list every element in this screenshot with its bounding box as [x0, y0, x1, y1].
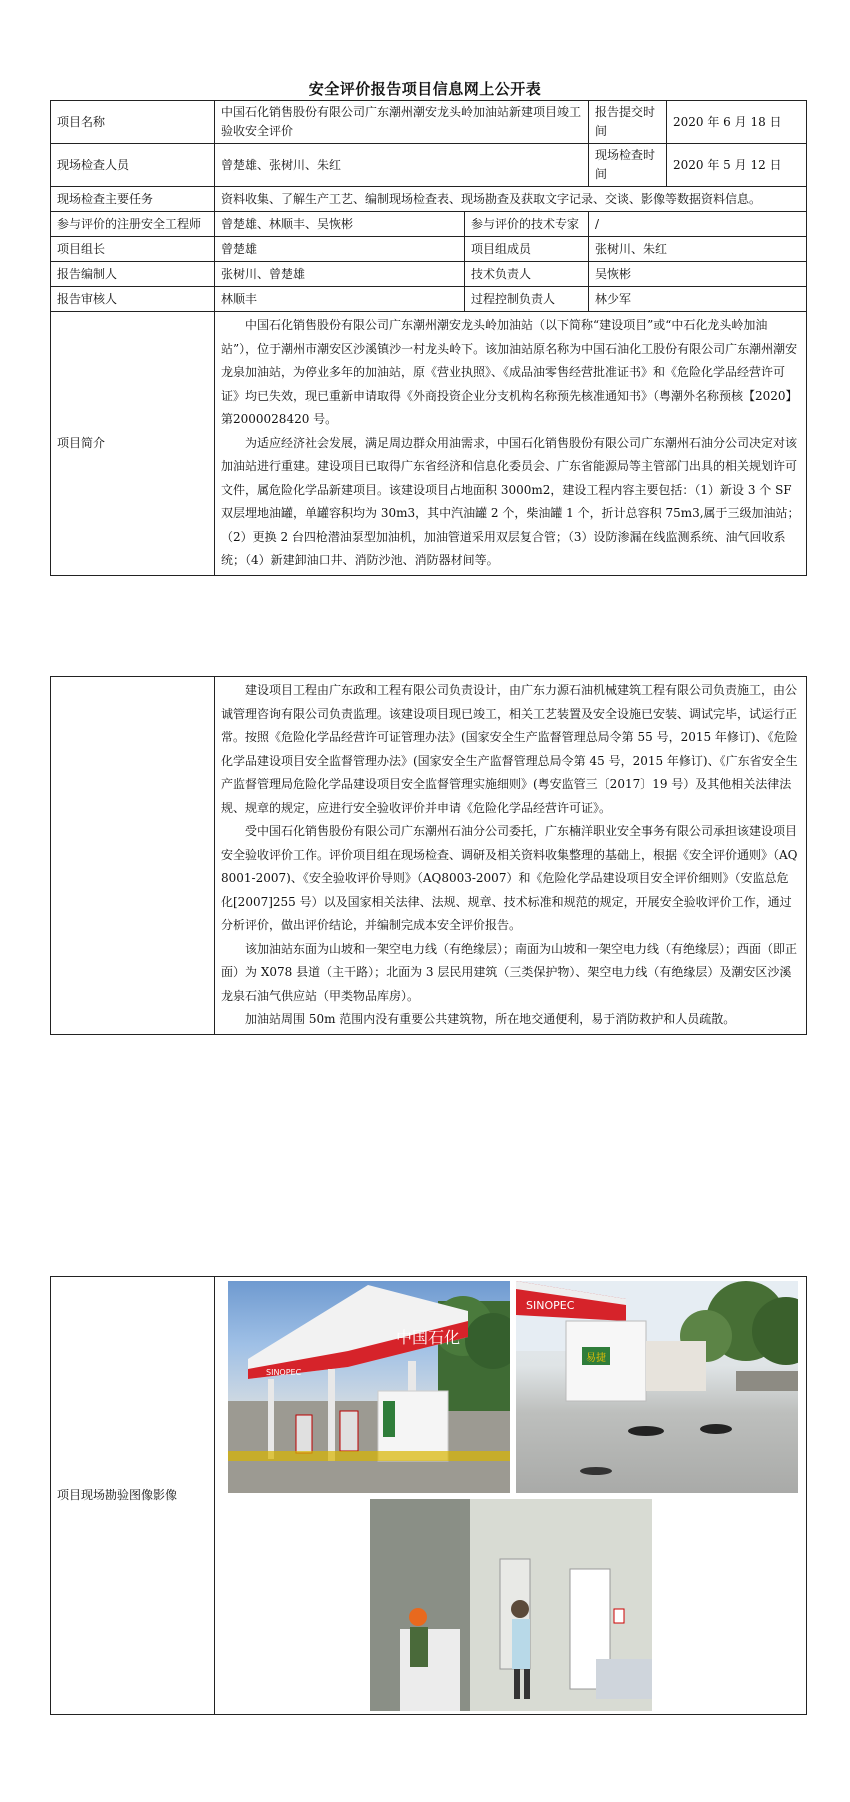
- inspectors-value: 曾楚雄、张树川、朱红: [215, 144, 589, 187]
- site-inspection-photo: [370, 1499, 652, 1711]
- intro-continued-content: [215, 677, 807, 1035]
- intro-continued-label: [51, 677, 215, 1035]
- submit-time-label: 报告提交时间: [589, 101, 667, 144]
- process-value: 林少军: [589, 287, 807, 312]
- info-table: [50, 100, 807, 576]
- intro-paragraph: 该加油站东面为山坡和一架空电力线（有绝缘层）；南面为山坡和一架空电力线（有绝缘层）；西面（即正面）为 X078 县道（主干路）；北面为 3 层民用建筑（三类保护物）、架空电力线（有绝缘层）及潮安区沙溪龙泉石油气供应站（甲类物品库房）。: [221, 941, 798, 1003]
- page-title: 安全评价报告项目信息网上公开表: [308, 80, 542, 98]
- inspectors-label: 现场检查人员: [51, 144, 215, 187]
- canopy-sinopec-text: SINOPEC: [266, 1368, 302, 1377]
- photos-cell: [215, 1277, 807, 1715]
- gas-station-shop-photo: [516, 1281, 798, 1493]
- photos-label: 项目现场勘验图像影像: [51, 1277, 215, 1715]
- tech-label: 技术负责人: [465, 262, 589, 287]
- intro-paragraph: 加油站周围 50m 范围内没有重要公共建筑物，所在地交通便利，易于消防救护和人员疏散。: [245, 1012, 736, 1026]
- intro-paragraph: 受中国石化销售股份有限公司广东潮州石油分公司委托，广东楠洋职业安全事务有限公司承担该建设项目安全验收评价工作。评价项目组在现场检查、调研及相关资料收集整理的基础上，根据《安全评价通则》（AQ8001-2007)、《安全验收评价导则》（AQ8003-2007）和《危险化学品建设项目安全评价细则》（安监总危化[2007]255 号）以及国家相关法律、法规、规章、技术标准和规范的规定，开展安全验收评价工作，通过分析评价，做出评价结论，并编制完成本安全评价报告。: [221, 824, 798, 932]
- engineers-value: 曾楚雄、林顺丰、吴恢彬: [215, 212, 465, 237]
- submit-time-value: 2020 年 6 月 18 日: [667, 101, 807, 144]
- intro-label: 项目简介: [51, 312, 215, 576]
- project-name-label: 项目名称: [51, 101, 215, 144]
- reviewer-label: 报告审核人: [51, 287, 215, 312]
- project-name-value: 中国石化销售股份有限公司广东潮州潮安龙头岭加油站新建项目竣工验收安全评价: [215, 101, 589, 144]
- intro-paragraph: 建设项目工程由广东政和工程有限公司负责设计，由广东力源石油机械建筑工程有限公司负责施工，由公诚管理咨询有限公司负责监理。该建设项目现已竣工，相关工艺装置及安全设施已安装、调试完毕，试运行正常。按照《危险化学品经营许可证管理办法》(国家安全生产监督管理总局令第 55 号，2015 年修订)、《危险化学品建设项目安全监督管理办法》(国家安全生产监督管理总局令第 45 号，2015 年修订)、《广东省安全生产监督管理局危险化学品建设项目安全监督管理实施细则》(粤安监管三〔2017〕19 号）及其他相关法律法规、规章的规定，应进行安全验收评价并申请《危险化学品经营许可证》。: [221, 683, 798, 815]
- leader-value: 曾楚雄: [215, 237, 465, 262]
- process-label: 过程控制负责人: [465, 287, 589, 312]
- members-label: 项目组成员: [465, 237, 589, 262]
- shop-sinopec-text: SINOPEC: [526, 1299, 575, 1312]
- author-value: 张树川、曾楚雄: [215, 262, 465, 287]
- experts-label: 参与评价的技术专家: [465, 212, 589, 237]
- intro-content: [215, 312, 807, 576]
- tech-value: 吴恢彬: [589, 262, 807, 287]
- canopy-brand-text: 中国石化: [396, 1328, 461, 1347]
- tasks-value: 资料收集、了解生产工艺、编制现场检查表、现场勘查及获取文字记录、交谈、影像等数据资料信息。: [215, 187, 807, 212]
- leader-label: 项目组长: [51, 237, 215, 262]
- photos-table: [50, 1276, 807, 1715]
- author-label: 报告编制人: [51, 262, 215, 287]
- gas-station-canopy-photo: [228, 1281, 510, 1493]
- tasks-label: 现场检查主要任务: [51, 187, 215, 212]
- members-value: 张树川、朱红: [589, 237, 807, 262]
- inspect-time-value: 2020 年 5 月 12 日: [667, 144, 807, 187]
- intro-continued-table: [50, 676, 807, 1035]
- reviewer-value: 林顺丰: [215, 287, 465, 312]
- intro-paragraph: 中国石化销售股份有限公司广东潮州潮安龙头岭加油站（以下简称“建设项目”或“中石化龙头岭加油站”），位于潮州市潮安区沙溪镇沙一村龙头岭下。该加油站原名称为中国石油化工股份有限公司广东潮州潮安龙泉加油站，为停业多年的加油站，原《营业执照》、《成品油零售经营批准证书》和《危险化学品经营许可证》均已失效，现已重新申请取得《外商投资企业分支机构名称预先核准通知书》（粤潮外名称预核【2020】第2000028420 号。: [221, 318, 798, 426]
- intro-paragraph: 为适应经济社会发展，满足周边群众用油需求，中国石化销售股份有限公司广东潮州石油分公司决定对该加油站进行重建。建设项目已取得广东省经济和信息化委员会、广东省能源局等主管部门出具的相关规划许可文件，属危险化学品新建项目。该建设项目占地面积 3000m2，建设工程内容主要包括：（1）新设 3 个 SF 双层埋地油罐，单罐容积均为 30m3，其中汽油罐 2 个，柴油罐 1 个，折计总容积 75m3,属于三级加油站；（2）更换 2 台四枪潜油泵型加油机，加油管道采用双层复合管；（3）设防渗漏在线监测系统、油气回收系统；（4）新建卸油口井、消防沙池、消防器材间等。: [221, 435, 800, 567]
- inspect-time-label: 现场检查时间: [589, 144, 667, 187]
- shop-yijie-text: 易捷: [586, 1353, 606, 1364]
- engineers-label: 参与评价的注册安全工程师: [51, 212, 215, 237]
- experts-value: /: [589, 212, 807, 237]
